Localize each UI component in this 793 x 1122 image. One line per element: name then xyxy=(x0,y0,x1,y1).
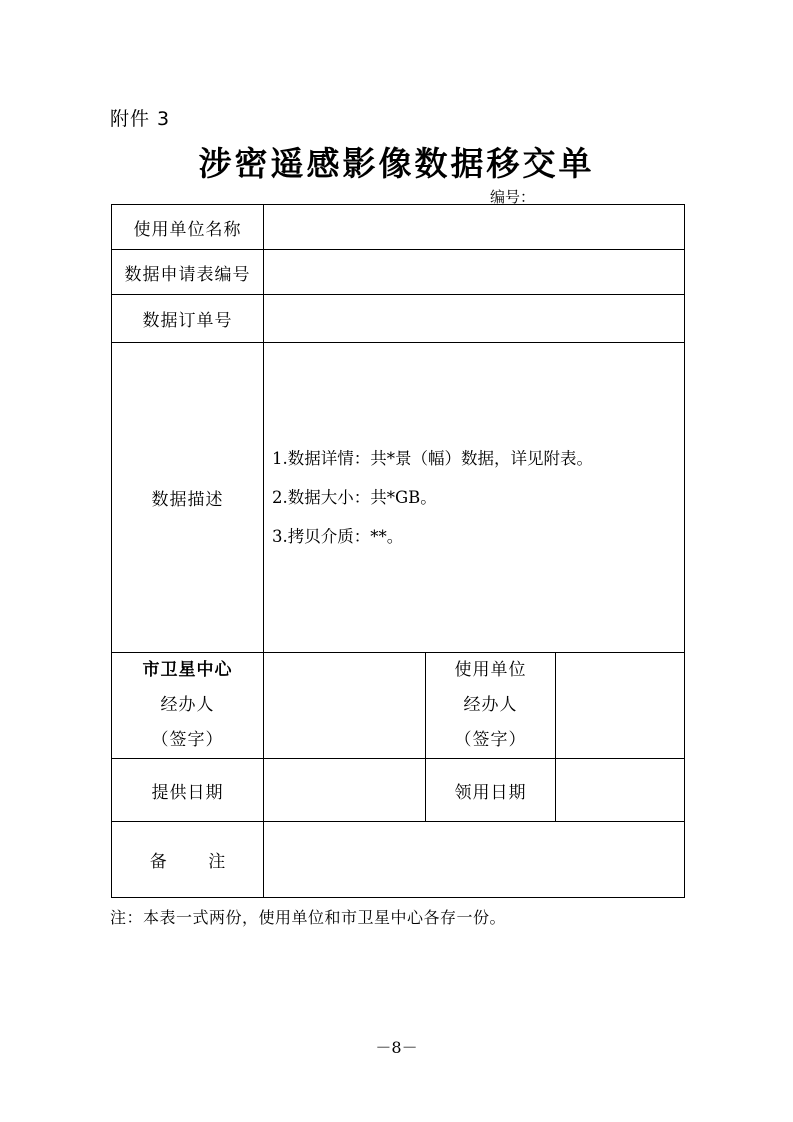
receive-date-label: 领用日期 xyxy=(426,759,556,822)
page-number: －8－ xyxy=(375,1038,418,1057)
user-handler-signature-field[interactable] xyxy=(556,653,685,759)
form-row-user-unit xyxy=(112,205,685,250)
data-description-label: 数据描述 xyxy=(112,343,264,653)
remarks-field[interactable] xyxy=(264,822,685,898)
user-unit-name-label: 使用单位名称 xyxy=(112,205,264,250)
serial-number-label: 编号： xyxy=(490,188,536,206)
center-handler-signature-field[interactable] xyxy=(264,653,426,759)
receive-date-field[interactable] xyxy=(556,759,685,822)
center-handler-line1: 市卫星中心 xyxy=(142,660,233,680)
application-form-no-field[interactable] xyxy=(264,250,685,295)
form-row-application-no xyxy=(112,250,685,295)
description-line-details: 1.数据详情：共*景（幅）数据，详见附表。 xyxy=(272,449,593,468)
user-handler-line3: （签字） xyxy=(454,730,527,750)
description-line-size: 2.数据大小：共*GB。 xyxy=(272,488,437,507)
form-row-remarks xyxy=(112,822,685,898)
data-description-field[interactable] xyxy=(264,343,685,653)
user-handler-line2: 经办人 xyxy=(463,695,518,715)
center-handler-label xyxy=(112,653,264,759)
user-unit-name-field[interactable] xyxy=(264,205,685,250)
remarks-label xyxy=(112,822,264,898)
footer-note: 注：本表一式两份，使用单位和市卫星中心各存一份。 xyxy=(110,908,507,927)
attachment-label: 附件 3 xyxy=(110,108,171,130)
form-row-handlers xyxy=(112,653,685,759)
user-handler-label xyxy=(426,653,556,759)
provide-date-label: 提供日期 xyxy=(112,759,264,822)
description-line-medium: 3.拷贝介质：**。 xyxy=(272,527,404,546)
data-order-no-label: 数据订单号 xyxy=(112,295,264,343)
form-row-description xyxy=(112,343,685,653)
transfer-form-table xyxy=(111,204,685,898)
form-row-dates xyxy=(112,759,685,822)
remarks-label-text: 备 注 xyxy=(149,852,244,872)
data-order-no-field[interactable] xyxy=(264,295,685,343)
provide-date-field[interactable] xyxy=(264,759,426,822)
center-handler-line3: （签字） xyxy=(151,730,224,750)
description-list xyxy=(264,439,684,556)
application-form-no-label: 数据申请表编号 xyxy=(112,250,264,295)
form-row-order-no xyxy=(112,295,685,343)
center-handler-line2: 经办人 xyxy=(160,695,215,715)
page-title: 涉密遥感影像数据移交单 xyxy=(198,144,595,183)
user-handler-line1: 使用单位 xyxy=(454,660,527,680)
